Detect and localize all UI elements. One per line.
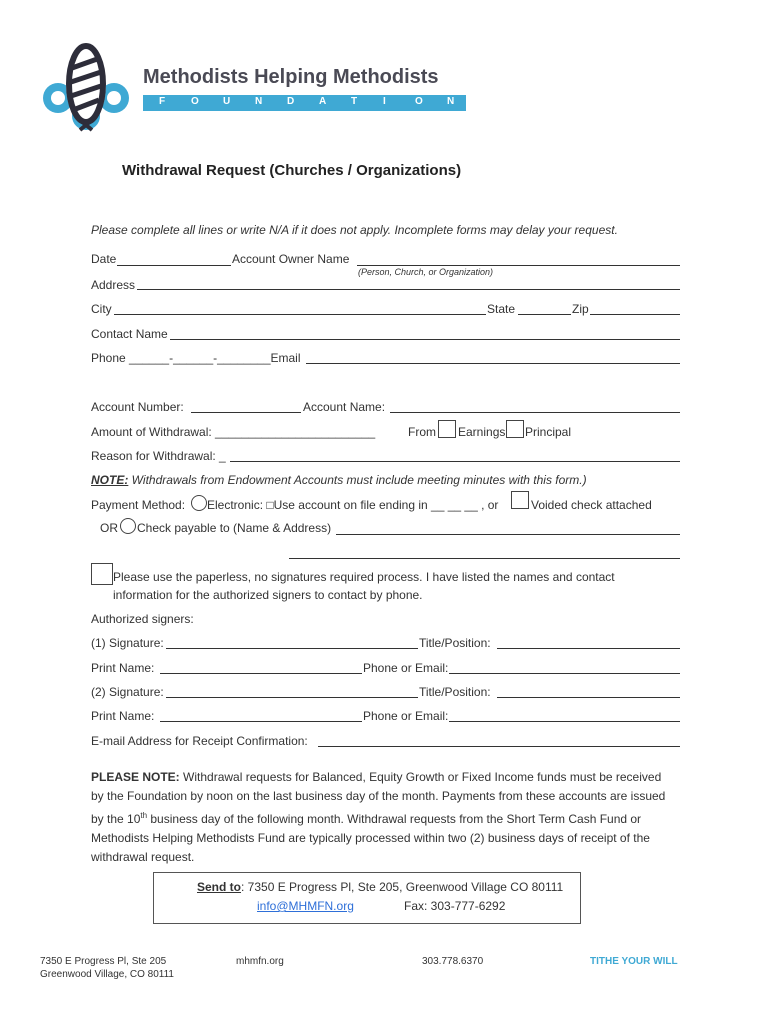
- address-field[interactable]: [137, 289, 680, 290]
- title-1-label: Title/Position:: [419, 636, 491, 650]
- signature-1-field[interactable]: [166, 648, 418, 649]
- title-2-label: Title/Position:: [419, 685, 491, 699]
- zip-label: Zip: [572, 302, 589, 316]
- paperless-checkbox-icon[interactable]: [91, 563, 113, 585]
- title-1-field[interactable]: [497, 648, 680, 649]
- contact-name-label: Contact Name: [91, 327, 168, 341]
- footer-website: mhmfn.org: [236, 956, 284, 967]
- account-owner-label: Account Owner Name: [232, 252, 350, 266]
- date-label: Date: [91, 252, 117, 266]
- check-payable-field[interactable]: [336, 534, 680, 535]
- paperless-line-1: Please use the paperless, no signatures required process. I have listed the names and contact: [113, 570, 615, 584]
- zip-field[interactable]: [590, 314, 680, 315]
- footer-address-2: Greenwood Village, CO 80111: [40, 969, 174, 980]
- please-note-line-5: withdrawal request.: [91, 850, 195, 864]
- footer-tagline: TITHE YOUR WILL: [590, 956, 678, 967]
- foundation-letter: O: [415, 96, 423, 107]
- print-name-2-field[interactable]: [160, 721, 362, 722]
- paperless-line-2: information for the authorized signers to contact by phone.: [113, 588, 423, 602]
- send-to-address: : 7350 E Progress Pl, Ste 205, Greenwood Village CO 80111: [241, 880, 564, 894]
- phone-email-2-field[interactable]: [449, 721, 680, 722]
- foundation-letter: F: [159, 96, 166, 107]
- payment-method-label: Payment Method:: [91, 498, 186, 512]
- foundation-letter: U: [223, 96, 231, 107]
- authorized-signers-label: Authorized signers:: [91, 612, 194, 626]
- instructions: Please complete all lines or write N/A if it does not apply. Incomplete forms may delay your request.: [91, 223, 618, 237]
- note-prefix: NOTE:: [91, 473, 129, 487]
- city-label: City: [91, 302, 112, 316]
- electronic-radio-icon[interactable]: [191, 495, 207, 511]
- phone-email-2-label: Phone or Email:: [363, 709, 449, 723]
- page-title: Withdrawal Request (Churches / Organizations): [122, 162, 462, 179]
- foundation-letter: D: [287, 96, 295, 107]
- please-note-label: PLEASE NOTE:: [91, 770, 180, 784]
- signature-2-field[interactable]: [166, 697, 418, 698]
- receipt-email-field[interactable]: [318, 746, 680, 747]
- earnings-checkbox-icon[interactable]: [438, 420, 456, 438]
- phone-email-1-label: Phone or Email:: [363, 661, 449, 675]
- foundation-letter: T: [351, 96, 358, 107]
- contact-name-field[interactable]: [170, 339, 680, 340]
- endowment-note: [91, 473, 587, 487]
- footer-phone: 303.778.6370: [422, 956, 484, 967]
- earnings-label: Earnings: [458, 425, 506, 439]
- foundation-banner: [143, 95, 466, 111]
- account-owner-hint: (Person, Church, or Organization): [358, 267, 494, 277]
- please-note-line-1: [91, 768, 686, 787]
- please-note-text: Withdrawal requests for Balanced, Equity Growth or Fixed Income funds must be received: [179, 770, 662, 784]
- state-label: State: [487, 302, 516, 316]
- footer-address-1: 7350 E Progress Pl, Ste 205: [40, 956, 167, 967]
- foundation-letter: A: [319, 96, 327, 107]
- org-name: Methodists Helping Methodists: [143, 66, 439, 88]
- electronic-label: Electronic: □Use account on file ending in __ __ __ , or: [207, 498, 499, 512]
- please-note-paragraph: [91, 768, 686, 867]
- email-link[interactable]: info@MHMFN.org: [257, 899, 354, 913]
- signature-1-label: (1) Signature:: [91, 636, 164, 650]
- foundation-letter: I: [383, 96, 386, 107]
- note-text: Withdrawals from Endowment Accounts must include meeting minutes with this form.): [128, 473, 587, 487]
- email-field[interactable]: [306, 363, 680, 364]
- amount-label: Amount of Withdrawal: ________________________: [91, 425, 376, 439]
- or-label: OR: [100, 521, 118, 535]
- print-name-1-field[interactable]: [160, 673, 362, 674]
- principal-label: Principal: [525, 425, 572, 439]
- check-payable-field-2[interactable]: [289, 558, 680, 559]
- signature-2-label: (2) Signature:: [91, 685, 164, 699]
- address-label: Address: [91, 278, 136, 292]
- phone-email-label: Phone ______-______-________Email: [91, 351, 301, 365]
- logo: [40, 40, 132, 132]
- account-owner-field[interactable]: [357, 265, 680, 266]
- account-number-label: Account Number:: [91, 400, 184, 414]
- print-name-1-label: Print Name:: [91, 661, 155, 675]
- please-note-line-3: [91, 806, 686, 829]
- check-payable-radio-icon[interactable]: [120, 518, 136, 534]
- print-name-2-label: Print Name:: [91, 709, 155, 723]
- logo-mark-icon: [40, 40, 132, 132]
- voided-check-checkbox-icon[interactable]: [511, 491, 529, 509]
- please-note-line-4: Methodists Helping Methodists Fund are typically processed within two (2) business days of receipt of the: [91, 831, 650, 845]
- principal-checkbox-icon[interactable]: [506, 420, 524, 438]
- state-field[interactable]: [518, 314, 571, 315]
- city-field[interactable]: [114, 314, 486, 315]
- please-note-text: by the 10: [91, 812, 141, 826]
- phone-email-1-field[interactable]: [449, 673, 680, 674]
- reason-field[interactable]: [230, 461, 680, 462]
- send-to-label: Send to: [197, 880, 241, 894]
- account-number-field[interactable]: [191, 412, 301, 413]
- please-note-sup: th: [140, 811, 148, 820]
- check-payable-label: Check payable to (Name & Address): [137, 521, 332, 535]
- reason-label: Reason for Withdrawal: _: [91, 449, 226, 463]
- please-note-line-2: by the Foundation by noon on the last business day of the month. Payments from these accounts are issued: [91, 789, 666, 803]
- send-to-box: [153, 872, 581, 924]
- receipt-email-label: E-mail Address for Receipt Confirmation:: [91, 734, 308, 748]
- account-name-label: Account Name:: [303, 400, 386, 414]
- foundation-letter: N: [255, 96, 263, 107]
- account-name-field[interactable]: [390, 412, 680, 413]
- foundation-letter: N: [447, 96, 455, 107]
- voided-check-label: Voided check attached: [531, 498, 652, 512]
- title-2-field[interactable]: [497, 697, 680, 698]
- date-field[interactable]: [117, 265, 231, 266]
- from-label: From: [408, 425, 436, 439]
- send-to-line: [197, 880, 563, 894]
- foundation-letter: O: [191, 96, 199, 107]
- please-note-text: business day of the following month. Withdrawal requests from the Short Term Cash Fund or: [147, 812, 642, 826]
- fax-number: Fax: 303-777-6292: [404, 899, 506, 913]
